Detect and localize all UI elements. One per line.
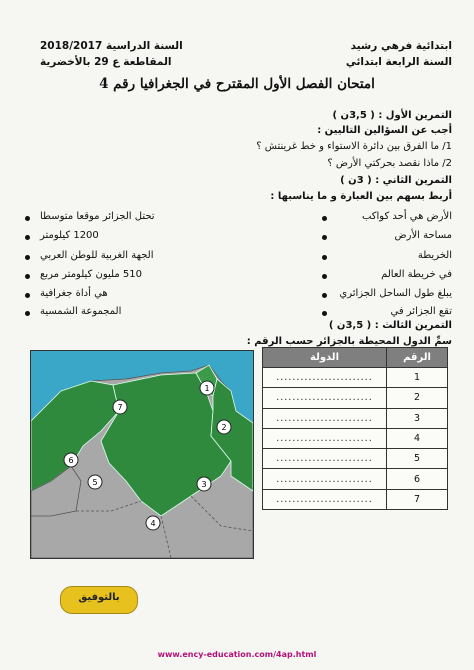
row-number: 2 bbox=[387, 388, 448, 408]
match-dot-left bbox=[25, 235, 30, 240]
table-row bbox=[263, 428, 448, 448]
match-right-item: الأرض هي أحد كواكب bbox=[361, 211, 452, 222]
map-marker-label: 1 bbox=[204, 384, 210, 393]
match-left-item: هي أداة جغرافية bbox=[40, 288, 108, 299]
state-answer-blank[interactable]: ........................ bbox=[263, 469, 387, 489]
school-year: السنة الدراسية 2018/2017 bbox=[40, 40, 183, 52]
exercise1-question-1: 1/ ما الفرق بين دائرة الاستواء و خط غرينتش ؟ bbox=[256, 141, 452, 152]
exercise1-title: التمرين الأول : ( 3,5ن ) bbox=[332, 110, 452, 121]
state-answer-blank[interactable]: ........................ bbox=[263, 489, 387, 509]
row-number: 7 bbox=[387, 489, 448, 509]
state-answer-blank[interactable]: ........................ bbox=[263, 449, 387, 469]
row-number: 6 bbox=[387, 469, 448, 489]
table-row bbox=[263, 449, 448, 469]
map-marker-label: 2 bbox=[221, 423, 227, 432]
row-number: 1 bbox=[387, 368, 448, 388]
match-right-item: في خريطة العالم bbox=[381, 269, 452, 280]
exercise2-title: التمرين الثاني : ( 3ن ) bbox=[340, 175, 452, 186]
state-answer-blank[interactable]: ........................ bbox=[263, 408, 387, 428]
match-dot-right bbox=[322, 235, 327, 240]
match-left-item: 510 مليون كيلومتر مربع bbox=[40, 269, 142, 280]
table-row bbox=[263, 388, 448, 408]
match-right-item: الخريطة bbox=[417, 250, 452, 261]
match-dot-right bbox=[322, 293, 327, 298]
states-table bbox=[262, 347, 448, 510]
match-right-item: مساحة الأرض bbox=[394, 230, 452, 241]
match-dot-right bbox=[322, 311, 327, 316]
district: المقاطعة ع 29 بالأخضرية bbox=[40, 56, 172, 68]
exercise1-question-2: 2/ ماذا نقصد بحركتي الأرض ؟ bbox=[327, 158, 452, 169]
match-right-item: تقع الجزائر في bbox=[390, 306, 452, 317]
map-marker-label: 7 bbox=[117, 403, 123, 412]
state-answer-blank[interactable]: ........................ bbox=[263, 388, 387, 408]
match-right-item: يبلغ طول الساحل الجزائري bbox=[339, 288, 452, 299]
school-name: ابتدائية فرهي رشيد bbox=[350, 40, 452, 52]
exercise1-instruction: أجب عن السؤالين التاليين : bbox=[317, 125, 452, 136]
exam-title: امتحان الفصل الأول المقترح في الجغرافيا رقم 4 bbox=[99, 76, 375, 92]
exercise3-instruction: سمِّ الدول المحيطة بالجزائر حسب الرقم : bbox=[246, 336, 452, 347]
exercise2-instruction: أربط بسهم بين العبارة و ما يناسبها : bbox=[270, 191, 452, 202]
table-header-row bbox=[263, 348, 448, 368]
match-dot-right bbox=[322, 255, 327, 260]
table-row bbox=[263, 469, 448, 489]
column-header-number: الرقم bbox=[387, 348, 448, 368]
exercise3-title: التمرين الثالث : ( 3,5ن ) bbox=[328, 320, 452, 331]
table-row bbox=[263, 368, 448, 388]
map-marker-label: 4 bbox=[150, 519, 156, 528]
match-dot-right bbox=[322, 216, 327, 221]
table-row bbox=[263, 489, 448, 509]
map-marker-label: 3 bbox=[201, 480, 207, 489]
match-left-item: 1200 كيلومتر bbox=[40, 230, 99, 241]
match-dot-left bbox=[25, 255, 30, 260]
match-dot-left bbox=[25, 311, 30, 316]
map-marker-label: 5 bbox=[92, 478, 98, 487]
match-left-item: المجموعة الشمسية bbox=[40, 306, 122, 317]
match-dot-right bbox=[322, 274, 327, 279]
algeria-neighbors-map bbox=[30, 350, 254, 559]
map-marker-label: 6 bbox=[68, 456, 74, 465]
row-number: 5 bbox=[387, 449, 448, 469]
good-luck-stamp bbox=[60, 586, 138, 614]
grade-level: السنة الرابعة ابتدائي bbox=[345, 56, 452, 68]
table-row bbox=[263, 408, 448, 428]
row-number: 4 bbox=[387, 428, 448, 448]
column-header-state: الدولة bbox=[263, 348, 387, 368]
match-dot-left bbox=[25, 216, 30, 221]
match-left-item: الجهة الغربية للوطن العربي bbox=[40, 250, 154, 261]
match-dot-left bbox=[25, 293, 30, 298]
state-answer-blank[interactable]: ........................ bbox=[263, 368, 387, 388]
state-answer-blank[interactable]: ........................ bbox=[263, 428, 387, 448]
match-left-item: تحتل الجزائر موقعا متوسطا bbox=[40, 211, 155, 222]
row-number: 3 bbox=[387, 408, 448, 428]
match-dot-left bbox=[25, 274, 30, 279]
footer-url[interactable]: www.ency-education.com/4ap.html bbox=[157, 650, 317, 659]
stamp-text: بالتوفيق bbox=[78, 592, 120, 603]
